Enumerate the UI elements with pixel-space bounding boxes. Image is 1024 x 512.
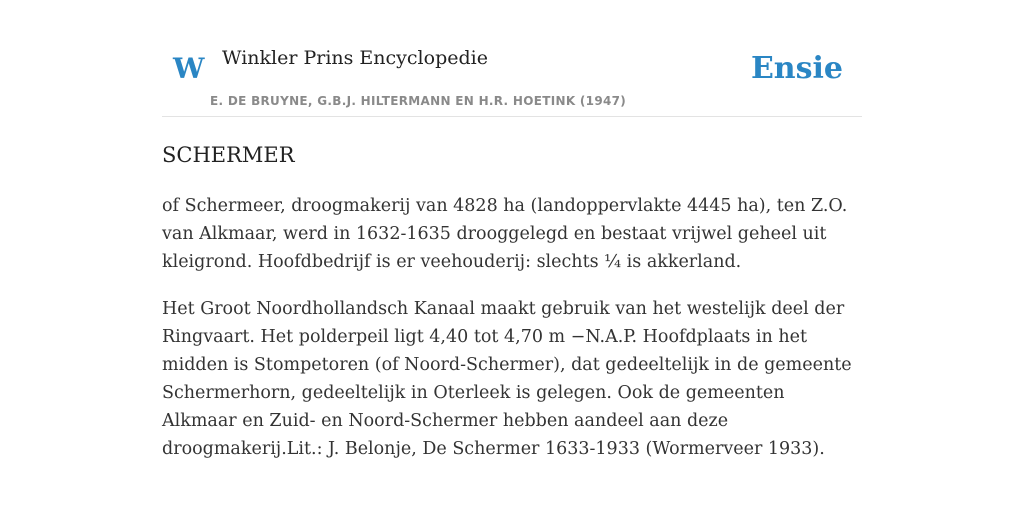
entry-paragraph: Het Groot Noordhollandsch Kanaal maakt gebruik van het westelijk deel der Ringvaart. Het polderpeil ligt 4,40 tot 4,70 m −N.A.P. Hoofdplaats in het midden is Stompetoren (of Noord-Schermer), dat gedeeltelijk in de gemeente Schermerhorn, gedeeltelijk in Oterleek is gelegen. Ook de gemeenten Alkmaar en Zuid- en Noord-Schermer hebben aandeel aan deze droogmakerij.Lit.: J. Belonje, De Schermer 1633-1933 (Wormerveer 1933).	[162, 299, 852, 459]
ensie-logo-link[interactable]: Ensie	[750, 51, 843, 86]
article-page	[162, 0, 862, 459]
entry-title: SCHERMER	[162, 143, 295, 167]
source-authors: E. DE BRUYNE, G.B.J. HILTERMANN EN H.R. HOETINK (1947)	[210, 94, 627, 108]
source-logo[interactable]: W	[173, 52, 205, 85]
source-header	[162, 0, 862, 117]
entry-paragraph: of Schermeer, droogmakerij van 4828 ha (landoppervlakte 4445 ha), ten Z.O. van Alkmaar, werd in 1632-1635 drooggelegd en bestaat vrijwel geheel uit kleigrond. Hoofdbedrijf is er veehouderij: slechts ¼ is akkerland.	[162, 196, 848, 272]
source-title[interactable]: Winkler Prins Encyclopedie	[222, 47, 488, 69]
entry-content	[162, 192, 862, 482]
